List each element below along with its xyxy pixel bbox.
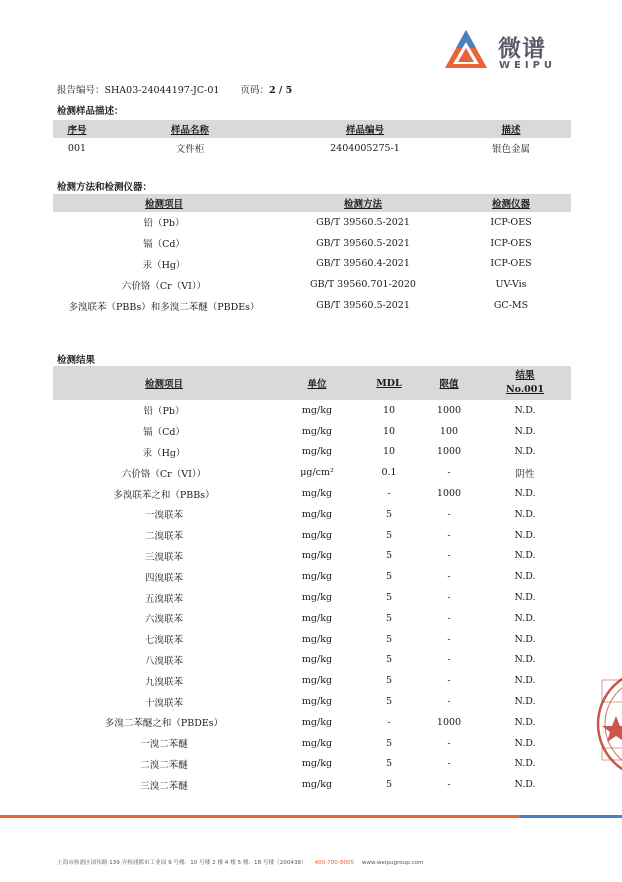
- table-cell: 六价铬（Cr（VI））: [121, 468, 207, 480]
- footer-website: www.weipugroup.com: [361, 860, 424, 866]
- table-cell: 汞（Hg）: [142, 259, 186, 271]
- company-logo: [443, 26, 563, 78]
- table-row: [53, 254, 571, 275]
- table-cell: 5: [385, 508, 393, 520]
- logo-english-name: WEIPU: [499, 60, 557, 71]
- table-cell: 六溴联苯: [144, 614, 183, 626]
- table-cell: 一溴联苯: [144, 510, 183, 522]
- table-cell: N.D.: [514, 716, 536, 728]
- sample_section-header-2: 样品编号: [279, 120, 451, 138]
- table-row: [53, 566, 571, 587]
- table-cell: 汞（Hg）: [142, 447, 186, 459]
- table-cell: mg/kg: [301, 779, 333, 791]
- table-row: [53, 138, 571, 159]
- table-cell: -: [447, 779, 451, 791]
- result_section-header-0: 检测项目: [53, 366, 275, 400]
- table-cell: mg/kg: [301, 696, 333, 708]
- table-row: [53, 650, 571, 671]
- sample-table: [53, 120, 571, 159]
- table-row: [53, 608, 571, 629]
- table-cell: 10: [382, 446, 396, 458]
- table-cell: -: [447, 592, 451, 604]
- table-cell: 银色金属: [491, 144, 530, 156]
- table-cell: 铅（Pb）: [143, 406, 185, 418]
- table-cell: 五溴联苯: [144, 593, 183, 605]
- table-cell: -: [447, 612, 451, 624]
- footer-address: 上海市杨浦区国伟路 139 弄杨浦都市工业园 9 号楼、10 号楼 2 楼 4 楼 5 楼、18 号楼（200438）: [57, 860, 307, 866]
- table-cell: 三溴联苯: [144, 551, 183, 563]
- table-cell: -: [447, 467, 451, 479]
- table-cell: GB/T 39560.5-2021: [316, 237, 410, 249]
- table-row: [53, 483, 571, 504]
- table-cell: 1000: [436, 716, 462, 728]
- table-cell: UV-Vis: [495, 279, 527, 291]
- table-row: [53, 421, 571, 442]
- table-row: [53, 587, 571, 608]
- table-cell: 10: [382, 404, 396, 416]
- table-row: [53, 691, 571, 712]
- table-cell: 多溴联苯（PBBs）和多溴二苯醚（PBDEs）: [68, 301, 260, 313]
- table-row: [53, 295, 571, 316]
- sample_section-header-1: 样品名称: [101, 120, 279, 138]
- table-cell: 5: [385, 529, 393, 541]
- table-cell: 文件柜: [175, 144, 205, 156]
- table-cell: 2404005275-1: [330, 142, 400, 154]
- table-cell: 九溴联苯: [144, 676, 183, 688]
- method_section-header-2: 检测仪器: [451, 194, 571, 212]
- table-row: [53, 670, 571, 691]
- table-cell: 八溴联苯: [144, 655, 183, 667]
- table-cell: mg/kg: [301, 571, 333, 583]
- table-cell: 0.1: [381, 467, 397, 479]
- footer-phone: 400-700-8005: [314, 860, 355, 866]
- table-cell: mg/kg: [301, 404, 333, 416]
- table-cell: 二溴二苯醚: [140, 759, 188, 771]
- table-cell: 四溴联苯: [144, 572, 183, 584]
- table-cell: mg/kg: [301, 446, 333, 458]
- table-cell: mg/kg: [301, 737, 333, 749]
- table-cell: N.D.: [514, 508, 536, 520]
- table-row: [53, 629, 571, 650]
- table-cell: 多溴联苯之和（PBBs）: [113, 489, 215, 501]
- page-label: 页码：: [240, 85, 269, 96]
- table-cell: 10: [382, 425, 396, 437]
- table-cell: 5: [385, 675, 393, 687]
- report-number: SHA03-24044197-JC-01: [104, 85, 220, 96]
- table-cell: 1000: [436, 446, 462, 458]
- sample-section-title: 检测样品描述：: [57, 106, 124, 117]
- weipu-logo-icon: [443, 28, 489, 74]
- sample_section-header-3: 描述: [451, 120, 571, 138]
- table-cell: 5: [385, 758, 393, 770]
- table-cell: N.D.: [514, 571, 536, 583]
- table-cell: N.D.: [514, 758, 536, 770]
- table-cell: 镉（Cd）: [143, 239, 185, 251]
- result_section-header-2: MDL: [359, 366, 419, 400]
- table-cell: -: [447, 758, 451, 770]
- table-row: [53, 712, 571, 733]
- table-cell: GB/T 39560.5-2021: [316, 216, 410, 228]
- method-table: [53, 194, 571, 316]
- table-cell: N.D.: [514, 592, 536, 604]
- table-cell: mg/kg: [301, 488, 333, 500]
- table-cell: 1000: [436, 488, 462, 500]
- table-cell: N.D.: [514, 779, 536, 791]
- table-cell: 5: [385, 737, 393, 749]
- table-cell: GB/T 39560.4-2021: [316, 258, 410, 270]
- table-cell: 5: [385, 696, 393, 708]
- table-cell: mg/kg: [301, 529, 333, 541]
- table-cell: 5: [385, 571, 393, 583]
- table-row: [53, 233, 571, 254]
- table-cell: 镉（Cd）: [143, 427, 185, 439]
- table-cell: 5: [385, 779, 393, 791]
- table-cell: ICP-OES: [490, 258, 532, 270]
- page-number: 2 / 5: [268, 85, 293, 96]
- table-cell: mg/kg: [301, 550, 333, 562]
- table-cell: N.D.: [514, 550, 536, 562]
- table-cell: 5: [385, 592, 393, 604]
- table-cell: mg/kg: [301, 592, 333, 604]
- table-cell: -: [447, 550, 451, 562]
- result-section-title: 检测结果: [57, 355, 96, 366]
- table-cell: 六价铬（Cr（VI））: [121, 280, 207, 292]
- table-cell: -: [387, 488, 391, 500]
- table-row: [53, 754, 571, 775]
- table-row: [53, 733, 571, 754]
- table-row: [53, 442, 571, 463]
- table-cell: 5: [385, 633, 393, 645]
- method_section-header-1: 检测方法: [275, 194, 451, 212]
- table-cell: -: [387, 716, 391, 728]
- table-cell: N.D.: [514, 404, 536, 416]
- table-cell: N.D.: [514, 633, 536, 645]
- table-row: [53, 400, 571, 421]
- table-cell: 5: [385, 654, 393, 666]
- table-cell: N.D.: [514, 612, 536, 624]
- table-cell: -: [447, 529, 451, 541]
- table-cell: mg/kg: [301, 716, 333, 728]
- result_section-header-3: 限值: [419, 366, 479, 400]
- table-row: [53, 546, 571, 567]
- table-cell: 二溴联苯: [144, 531, 183, 543]
- table-row: [53, 774, 571, 795]
- table-cell: -: [447, 633, 451, 645]
- table-cell: N.D.: [514, 529, 536, 541]
- inspection-seal-stamp: [596, 668, 622, 780]
- table-cell: 5: [385, 612, 393, 624]
- table-cell: 十溴联苯: [144, 697, 183, 709]
- table-cell: GB/T 39560.5-2021: [316, 300, 410, 312]
- table-cell: GB/T 39560.701-2020: [310, 279, 416, 291]
- table-cell: mg/kg: [301, 612, 333, 624]
- result-header: [479, 366, 571, 400]
- table-cell: mg/kg: [301, 633, 333, 645]
- table-row: [53, 462, 571, 483]
- table-cell: mg/kg: [301, 654, 333, 666]
- table-cell: N.D.: [514, 675, 536, 687]
- table-cell: -: [447, 737, 451, 749]
- table-cell: mg/kg: [301, 758, 333, 770]
- table-cell: GC-MS: [493, 300, 529, 312]
- table-cell: 100: [439, 425, 459, 437]
- table-row: [53, 504, 571, 525]
- table-cell: 阴性: [515, 468, 535, 480]
- table-cell: mg/kg: [301, 508, 333, 520]
- table-cell: 三溴二苯醚: [140, 780, 188, 792]
- table-cell: ICP-OES: [490, 237, 532, 249]
- table-cell: μg/cm²: [300, 467, 334, 479]
- table-cell: 多溴二苯醚之和（PBDEs）: [104, 718, 224, 730]
- table-cell: -: [447, 508, 451, 520]
- footer-color-bar: [0, 815, 622, 818]
- table-cell: N.D.: [514, 737, 536, 749]
- table-row: [53, 525, 571, 546]
- table-cell: -: [447, 571, 451, 583]
- table-cell: N.D.: [514, 654, 536, 666]
- logo-chinese-name: 微谱: [498, 36, 546, 62]
- sample_section-header-0: 序号: [53, 120, 101, 138]
- result-table: [53, 366, 571, 795]
- table-cell: N.D.: [514, 488, 536, 500]
- method-section-title: 检测方法和检测仪器：: [57, 182, 153, 193]
- table-cell: ICP-OES: [490, 216, 532, 228]
- table-row: [53, 274, 571, 295]
- table-cell: N.D.: [514, 425, 536, 437]
- footer: [57, 858, 424, 866]
- table-cell: 5: [385, 550, 393, 562]
- table-cell: -: [447, 654, 451, 666]
- table-cell: -: [447, 675, 451, 687]
- table-cell: -: [447, 696, 451, 708]
- table-cell: 1000: [436, 404, 462, 416]
- table-row: [53, 212, 571, 233]
- method_section-header-0: 检测项目: [53, 194, 275, 212]
- result_section-header-1: 单位: [275, 366, 359, 400]
- result-header-sample: No.001: [506, 384, 544, 395]
- table-cell: 一溴二苯醚: [140, 739, 188, 751]
- table-cell: 铅（Pb）: [143, 218, 185, 230]
- table-cell: mg/kg: [301, 425, 333, 437]
- table-cell: N.D.: [514, 446, 536, 458]
- table-cell: N.D.: [514, 696, 536, 708]
- table-cell: 001: [67, 142, 87, 154]
- table-cell: 七溴联苯: [144, 635, 183, 647]
- table-cell: mg/kg: [301, 675, 333, 687]
- report-header: [57, 82, 292, 96]
- report-number-label: 报告编号：: [57, 85, 105, 96]
- result-header-top: 结果: [515, 370, 535, 381]
